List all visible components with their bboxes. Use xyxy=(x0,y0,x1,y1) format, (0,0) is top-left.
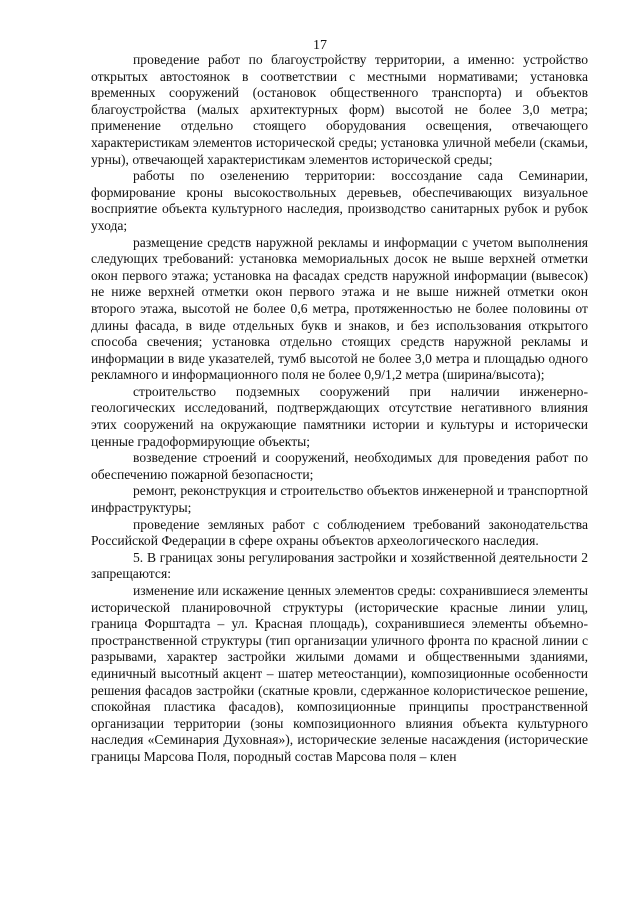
document-body xyxy=(91,52,588,766)
paragraph-greening-works: работы по озеленению территории: воссоздание сада Семинарии, формирование кроны высокоствольных деревьев, обеспечивающих визуальное восприятие объекта культурного наследия, производство санитарных рубок и рубок ухода; xyxy=(91,168,588,233)
page-number: 17 xyxy=(313,38,327,53)
paragraph-earthworks: проведение земляных работ с соблюдением требований законодательства Российской Федерации в сфере охраны объектов археологического наследия. xyxy=(91,516,588,549)
paragraph-fire-safety: возведение строений и сооружений, необходимых для проведения работ по обеспечению пожарной безопасности; xyxy=(91,450,588,482)
paragraph-infrastructure: ремонт, реконструкция и строительство объектов инженерной и транспортной инфраструктуры; xyxy=(91,483,588,516)
paragraph-underground-construction: строительство подземных сооружений при наличии инженерно-геологических исследований, подтверждающих отсутствие негативного влияния этих сооружений на окружающие памятники истории и культуры и исторически ценные градоформирующие объекты; xyxy=(91,383,588,449)
paragraph-outdoor-advertising: размещение средств наружной рекламы и информации с учетом выполнения следующих требований: установка мемориальных досок не выше верхней отметки окон первого этажа; установка на фасадах средств наружной информации (вывесок) не ниже верхней отметки окон первого этажа и не выше нижней отметки окон второго этажа, высотой не более 0,6 метра, протяженностью не более половины от длины фасада, в виде отдельных букв и знаков, и без использования открытого способа свечения; установка отдельно стоящих средств наружной рекламы и информации в виде указателей, тумб высотой не более 3,0 метра и площадью одного рекламного и информационного поля не более 0,9/1,2 метра (ширина/высота); xyxy=(91,234,588,383)
paragraph-section-5-heading: 5. В границах зоны регулирования застройки и хозяйственной деятельности 2 запрещаются: xyxy=(91,549,588,582)
paragraph-prohibited-changes: изменение или искажение ценных элементов среды: сохранившиеся элементы исторической планировочной структуры (исторические красные линии улиц, граница Форштадта – ул. Красная площадь), сохранившиеся элементы объемно-пространственной структуры (тип организации уличного фронта по красной линии с разрывами, характер застройки жилыми домами и общественными зданиями, единичный высотный акцент – шатер метеостанции), композиционные особенности решения фасадов застройки (скатные кровли, сдержанное колористическое решение, спокойная пластика фасадов), композиционные принципы пространственной организации территории (зоны композиционного влияния объекта культурного наследия «Семинария Духовная»), исторические зеленые насаждения (исторические границы Марсова Поля, породный состав Марсова поля – клен xyxy=(91,583,588,764)
paragraph-landscaping-works: проведение работ по благоустройству территории, а именно: устройство открытых автостоянок в соответствии с местными нормативами; установка временных сооружений (остановок общественного транспорта) и объектов благоустройства (малых архитектурных форм) высотой не более 3,0 метра; применение отдельно стоящего оборудования освещения, отвечающего характеристикам элементов исторической среды; установка уличной мебели (скамьи, урны), отвечающей характеристикам элементов исторической среды; xyxy=(91,52,588,167)
